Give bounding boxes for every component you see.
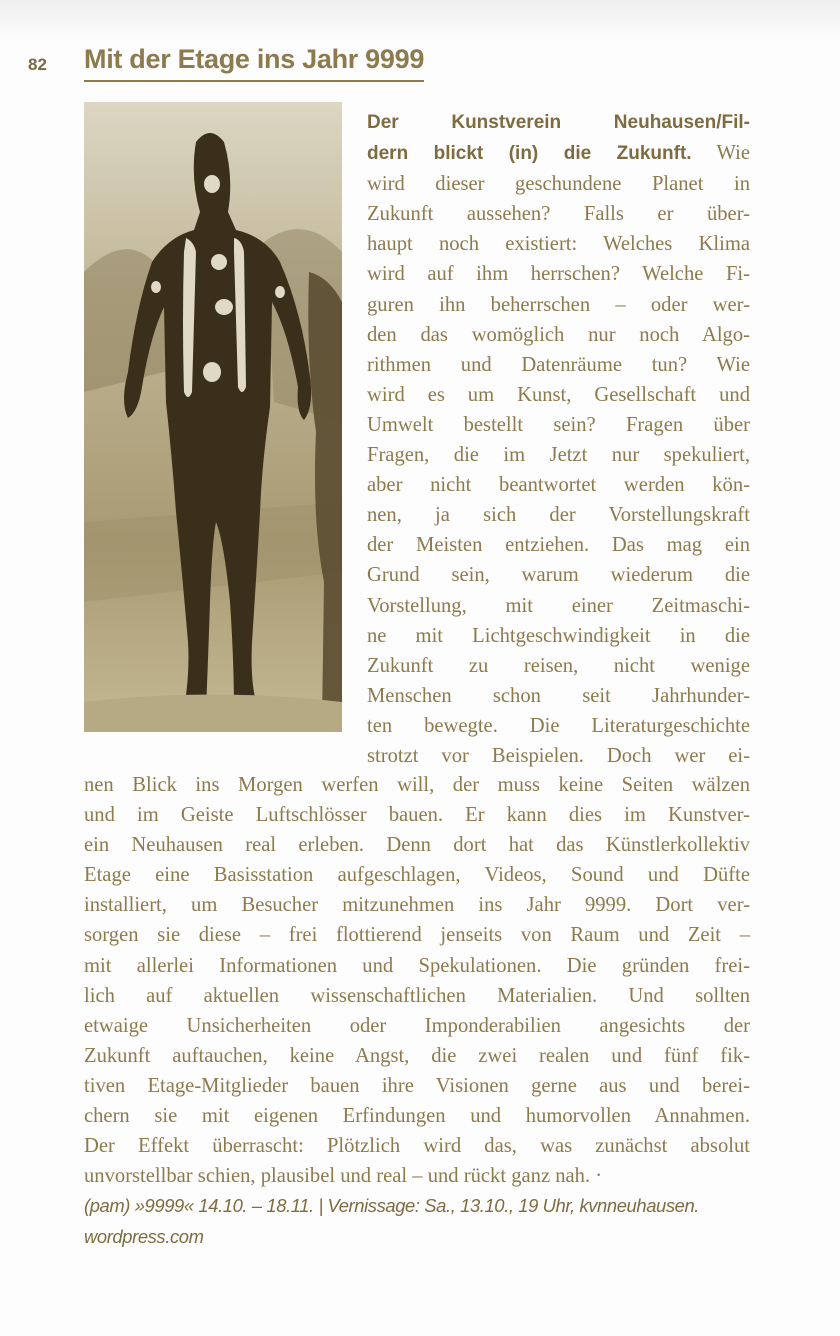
- column-line: Grund sein, warum wiederum die: [367, 564, 750, 587]
- column-line: der Meisten entziehen. Das mag ein: [367, 534, 750, 557]
- column-line: Zukunft aussehen? Falls er über-: [367, 203, 750, 226]
- text-line: tiven Etage-Mitglieder bauen ihre Visionen gerne aus und berei-: [84, 1074, 750, 1097]
- column-line: haupt noch existiert: Welches Klima: [367, 233, 750, 256]
- text-line: installiert, um Besucher mitzunehmen ins Jahr 9999. Dort ver-: [84, 894, 750, 917]
- column-line: ten bewegte. Die Literaturgeschichte: [367, 714, 750, 737]
- column-line: wird es um Kunst, Gesellschaft und: [367, 383, 750, 406]
- article-lead-line-2: dern blickt (in) die Zukunft. Wie: [367, 142, 751, 165]
- article-full-width-text: [84, 770, 750, 1191]
- text-line: lich auf aktuellen wissenschaftlichen Materialien. Und sollten: [84, 984, 750, 1007]
- article-photo: [84, 102, 342, 732]
- column-line: wird dieser geschundene Planet in: [367, 173, 750, 196]
- column-line: Zukunft zu reisen, nicht wenige: [367, 654, 750, 677]
- event-info: [84, 1190, 764, 1252]
- column-line: den das womöglich nur noch Algo-: [367, 323, 750, 346]
- article-column-text: [367, 108, 750, 771]
- top-shade: [0, 0, 840, 40]
- page-title: Mit der Etage ins Jahr 9999: [84, 42, 424, 82]
- event-info-line: (pam) »9999« 14.10. – 18.11. | Vernissage: Sa., 13.10., 19 Uhr, kvnneuhausen.: [84, 1195, 700, 1216]
- text-line: mit allerlei Informationen und Spekulationen. Die gründen frei-: [84, 954, 750, 977]
- text-line: ein Neuhausen real erleben. Denn dort hat das Künstlerkollektiv: [84, 834, 750, 857]
- article-lead-line-1: Der Kunstverein Neuhausen/Fil-: [367, 112, 750, 133]
- column-line: nen, ja sich der Vorstellungskraft: [367, 504, 750, 527]
- column-line: ne mit Lichtgeschwindigkeit in die: [367, 624, 750, 647]
- column-line: strotzt vor Beispielen. Doch wer ei-: [367, 744, 750, 767]
- column-line: Fragen, die im Jetzt nur spekuliert,: [367, 444, 750, 467]
- column-line: Vorstellung, mit einer Zeitmaschi-: [367, 594, 750, 617]
- painted-figure-illustration: [84, 102, 342, 732]
- column-line: Menschen schon seit Jahrhunder-: [367, 684, 750, 707]
- column-line: wird auf ihm herrschen? Welche Fi-: [367, 263, 750, 286]
- column-line: aber nicht beantwortet werden kön-: [367, 474, 750, 497]
- text-line: unvorstellbar schien, plausibel und real – und rückt ganz nah. ·: [84, 1165, 603, 1188]
- text-line: nen Blick ins Morgen werfen will, der muss keine Seiten wälzen: [84, 774, 750, 796]
- text-line: sorgen sie diese – frei flottierend jenseits von Raum und Zeit –: [84, 924, 750, 947]
- text-line: Zukunft auftauchen, keine Angst, die zwei realen und fünf fik-: [84, 1044, 750, 1067]
- text-line: Der Effekt überrascht: Plötzlich wird das, was zunächst absolut: [84, 1135, 750, 1158]
- column-line: Umwelt bestellt sein? Fragen über: [367, 413, 750, 436]
- column-line: rithmen und Datenräume tun? Wie: [367, 353, 750, 376]
- text-line: etwaige Unsicherheiten oder Imponderabilien angesichts der: [84, 1014, 750, 1037]
- column-line: guren ihn beherrschen – oder wer-: [367, 293, 750, 316]
- text-line: Etage eine Basisstation aufgeschlagen, Videos, Sound und Düfte: [84, 864, 750, 887]
- page-number: 82: [28, 55, 47, 74]
- event-info-line: wordpress.com: [84, 1226, 204, 1247]
- text-line: chern sie mit eigenen Erfindungen und humorvollen Annahmen.: [84, 1105, 750, 1128]
- text-line: und im Geiste Luftschlösser bauen. Er kann dies im Kunstver-: [84, 804, 750, 827]
